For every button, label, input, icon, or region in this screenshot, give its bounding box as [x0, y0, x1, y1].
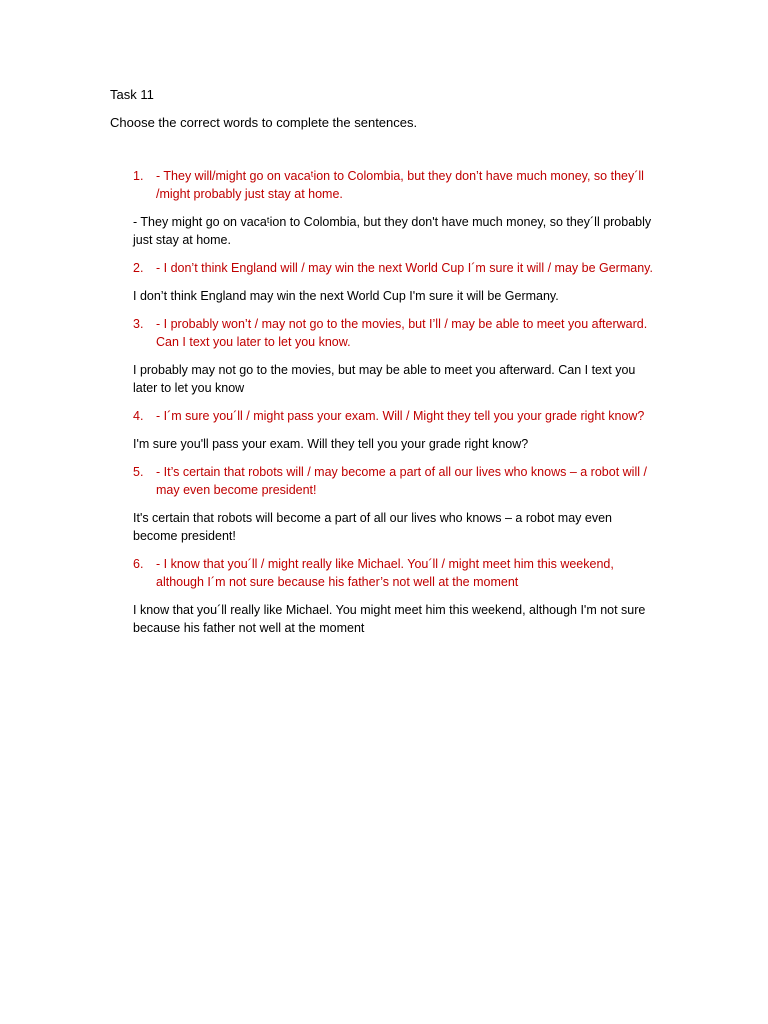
answer-text: I don’t think England may win the next World Cup I'm sure it will be Germany.	[133, 289, 559, 303]
question-number: 5.	[133, 465, 144, 479]
question-item	[110, 259, 655, 277]
task-title: Task 11	[110, 87, 154, 102]
question-item	[110, 463, 655, 499]
answer-text: I probably may not go to the movies, but may be able to meet you afterward. Can I text you later to let you know	[133, 363, 636, 395]
answer-text: I'm sure you'll pass your exam. Will they tell you your grade right know?	[133, 437, 529, 451]
question-text: - I´m sure you´ll / might pass your exam. Will / Might they tell you your grade right know?	[156, 409, 645, 423]
instruction-text: Choose the correct words to complete the sentences.	[110, 115, 418, 130]
question-item	[110, 407, 655, 425]
question-item	[110, 167, 655, 203]
question-item	[110, 315, 655, 351]
question-number: 4.	[133, 409, 144, 423]
question-text: - They will/might go on vacaᵗion to Colombia, but they don’t have much money, so they´ll /might probably just stay at home.	[156, 169, 644, 201]
question-text: - It’s certain that robots will / may become a part of all our lives who knows – a robot will / may even become president!	[156, 465, 647, 497]
question-number: 1.	[133, 169, 144, 183]
question-number: 2.	[133, 261, 144, 275]
question-item	[110, 555, 655, 591]
answer-text: - They might go on vacaᵗion to Colombia, but they don't have much money, so they´ll probably just stay at home.	[133, 215, 652, 247]
question-number: 3.	[133, 317, 144, 331]
question-text: - I probably won’t / may not go to the movies, but I’ll / may be able to meet you afterward. Can I text you later to let you know.	[156, 317, 648, 349]
question-text: - I don’t think England will / may win the next World Cup I´m sure it will / may be Germany.	[156, 261, 653, 275]
question-text: - I know that you´ll / might really like Michael. You´ll / might meet him this weekend, although I´m not sure because his father’s not well at the moment	[156, 557, 614, 589]
answer-text: It's certain that robots will become a part of all our lives who knows – a robot may even become president!	[133, 511, 613, 543]
exercise-list	[110, 167, 655, 647]
question-number: 6.	[133, 557, 144, 571]
answer-text: I know that you´ll really like Michael. You might meet him this weekend, although I'm not sure because his father not well at the moment	[133, 603, 646, 635]
